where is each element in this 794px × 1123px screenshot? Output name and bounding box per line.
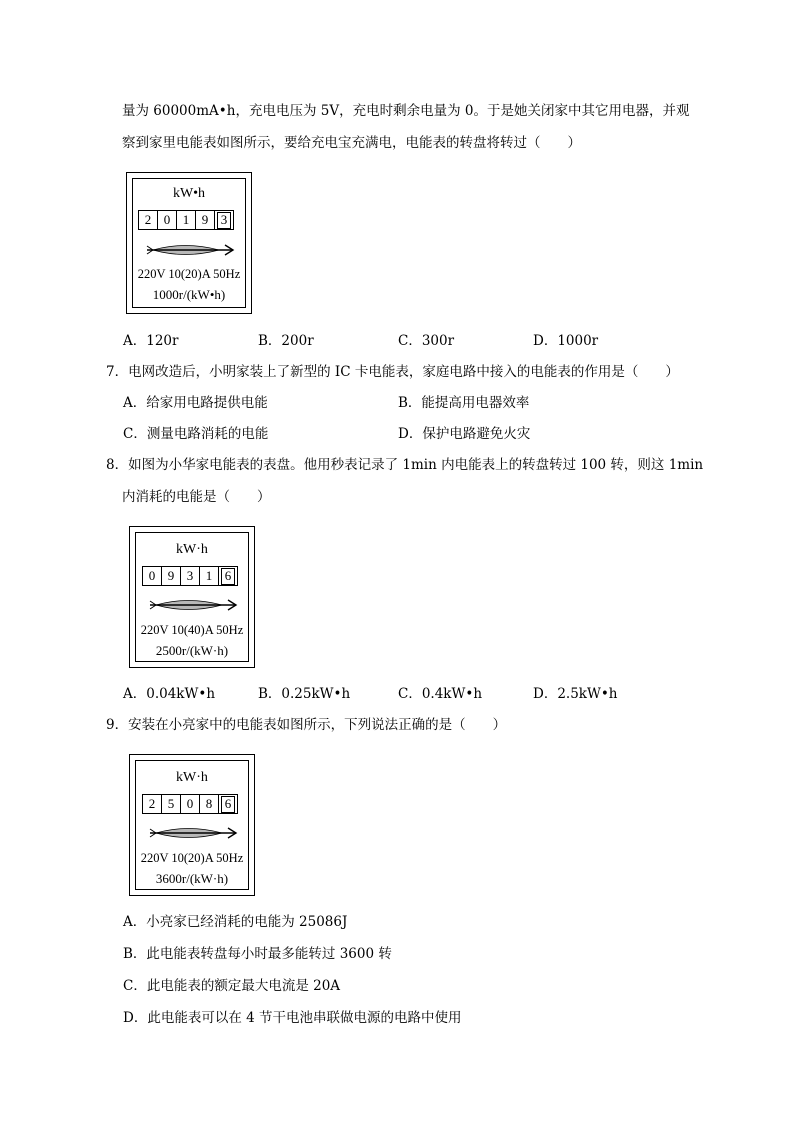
q9-option-b: B．此电能表转盘每小时最多能转过 3600 转 — [123, 946, 392, 962]
q8-option-b: B．0.25kW•h — [258, 686, 351, 702]
q8-text-line2: 内消耗的电能是（ ） — [122, 489, 271, 505]
q7-option-b: B．能提高用电器效率 — [398, 395, 530, 411]
meter-rotor-arrow-icon — [148, 597, 240, 613]
q6-meter-figure — [126, 172, 252, 314]
meter-digit: 9 — [161, 566, 181, 586]
meter-digit: 0 — [180, 794, 200, 814]
meter-digit: 1 — [199, 566, 219, 586]
meter-rotor-arrow-icon — [148, 825, 240, 841]
meter-digit-decimal: 6 — [218, 794, 238, 814]
q6-option-b: B．200r — [258, 333, 314, 349]
meter-spec-label: 220V 10(20)A 50Hz — [137, 267, 241, 281]
q8-option-a: A．0.04kW•h — [123, 686, 216, 702]
meter-digit: 1 — [176, 210, 196, 230]
meter-rotor-arrow-icon — [145, 242, 237, 258]
meter-digit: 0 — [157, 210, 177, 230]
meter-digit-window — [138, 210, 234, 230]
q8-option-c: C．0.4kW•h — [398, 686, 483, 702]
meter-digit: 5 — [161, 794, 181, 814]
q6-text-line2: 察到家里电能表如图所示，要给充电宝充满电，电能表的转盘将转过（ ） — [122, 135, 581, 151]
meter-digit-decimal: 3 — [214, 210, 234, 230]
meter-rev-constant: 1000r/(kW•h) — [152, 287, 226, 302]
meter-unit-label: kW•h — [172, 186, 206, 201]
meter-digit: 8 — [199, 794, 219, 814]
meter-unit-label: kW·h — [176, 770, 208, 785]
meter-digit-window — [142, 794, 238, 814]
q9-option-a: A．小亮家已经消耗的电能为 25086J — [123, 914, 348, 930]
q6-option-c: C．300r — [398, 333, 455, 349]
meter-digit-window — [142, 566, 238, 586]
q9-meter-figure — [129, 754, 255, 896]
meter-digit: 3 — [180, 566, 200, 586]
meter-digit: 9 — [195, 210, 215, 230]
q8-meter-figure — [129, 526, 255, 668]
meter-digit: 0 — [142, 566, 162, 586]
meter-spec-label: 220V 10(40)A 50Hz — [140, 623, 244, 637]
q8-option-d: D．2.5kW•h — [533, 686, 618, 702]
meter-digit: 2 — [142, 794, 162, 814]
meter-spec-label: 220V 10(20)A 50Hz — [140, 851, 244, 865]
q8-text-line1: 8．如图为小华家电能表的表盘。他用秒表记录了 1min 内电能表上的转盘转过 100 转，则这 1min — [106, 457, 704, 473]
q6-text-line1: 量为 60000mA•h，充电电压为 5V，充电时剩余电量为 0。于是她关闭家中其它用电器，并观 — [122, 103, 690, 119]
meter-digit-decimal: 6 — [218, 566, 238, 586]
meter-digit: 2 — [138, 210, 158, 230]
q9-option-c: C．此电能表的额定最大电流是 20A — [123, 978, 341, 994]
q9-text-line1: 9．安装在小亮家中的电能表如图所示，下列说法正确的是（ ） — [106, 717, 507, 733]
meter-rev-constant: 3600r/(kW·h) — [155, 871, 229, 886]
meter-rev-constant: 2500r/(kW·h) — [155, 643, 229, 658]
meter-unit-label: kW·h — [176, 542, 208, 557]
q6-option-d: D．1000r — [533, 333, 599, 349]
q6-option-a: A．120r — [123, 333, 179, 349]
q7-option-d: D．保护电路避免火灾 — [398, 426, 531, 442]
q7-option-c: C．测量电路消耗的电能 — [123, 426, 269, 442]
q7-option-a: A．给家用电路提供电能 — [123, 395, 268, 411]
q7-text-line1: 7．电网改造后，小明家装上了新型的 IC 卡电能表，家庭电路中接入的电能表的作用是（ ） — [106, 364, 679, 380]
q9-option-d: D．此电能表可以在 4 节干电池串联做电源的电路中使用 — [123, 1010, 462, 1026]
